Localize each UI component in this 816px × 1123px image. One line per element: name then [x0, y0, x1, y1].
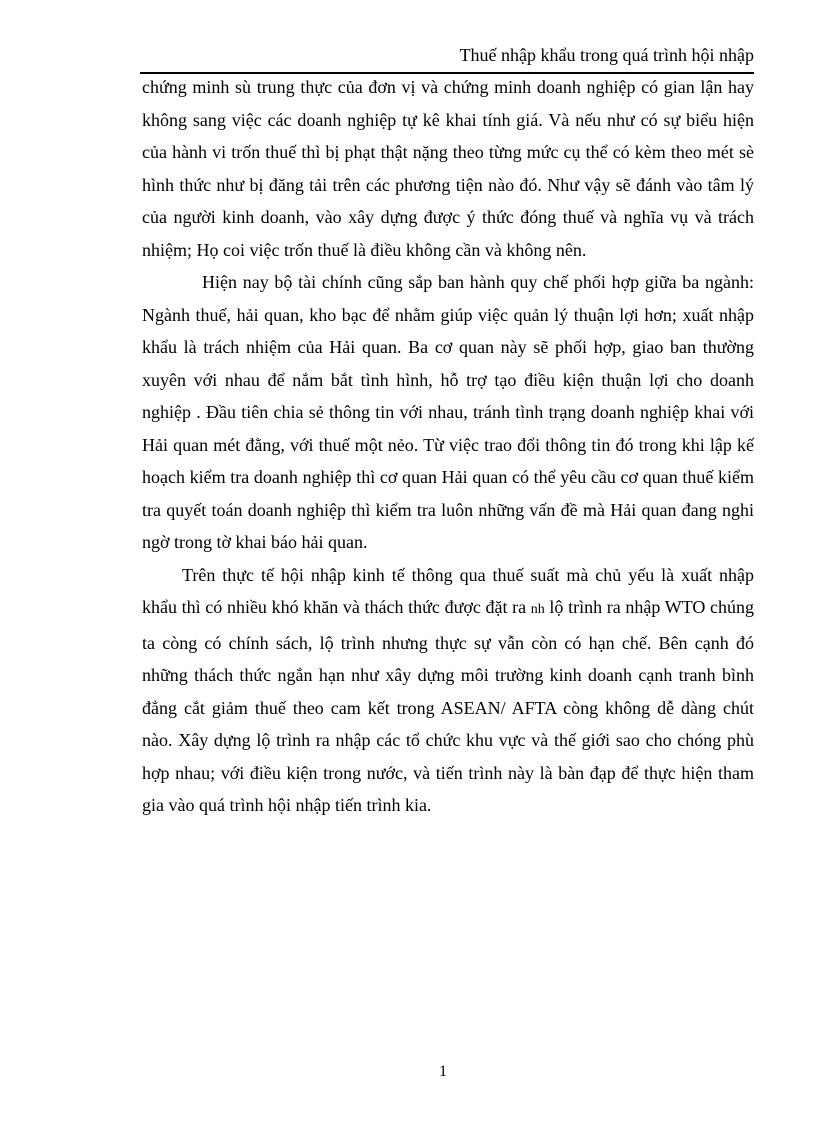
inline-fragment-nh: nh: [530, 602, 545, 617]
running-header-title: Thuế nhập khẩu trong quá trình hội nhập: [459, 45, 754, 65]
body-paragraph: Hiện nay bộ tài chính cũng sắp ban hành quy chế phối hợp giữa ba ngành: Ngành thuế, hải quan, kho bạc để nhằm giúp việc quản lý thuận lợi hơn; xuất nhập khẩu là trách nhiệm của Hải quan. Ba cơ quan này sẽ phối hợp, giao ban thường xuyên với nhau để nắm bắt tình hình, hỗ trợ tạo điều kiện thuận lợi cho doanh nghiệp . Đầu tiên chia sẻ thông tin với nhau, tránh tình trạng doanh nghiệp khai với Hải quan mét đằng, với thuế một nẻo. Từ việc trao đổi thông tin đó trong khi lập kế hoạch kiểm tra doanh nghiệp thì cơ quan Hải quan có thể yêu cầu cơ quan thuế kiểm tra quyết toán doanh nghiệp thì kiểm tra luôn những vấn đề mà Hải quan đang nghi ngờ trong tờ khai báo hải quan.: [142, 272, 754, 552]
body-paragraph: chứng minh sù trung thực của đơn vị và chứng minh doanh nghiệp có gian lận hay không sang việc các doanh nghiệp tự kê khai tính giá. Và nếu như có sự biểu hiện của hành vi trốn thuế thì bị phạt thật nặng theo từng mức cụ thể có kèm theo mét sè hình thức như bị đăng tải trên các phương tiện nào đó. Như vậy sẽ đánh vào tâm lý của người kinh doanh, vào xây dựng được ý thức đóng thuế và nghĩa vụ và trách nhiệm; Họ coi việc trốn thuế là điều không cần và không nên.: [142, 77, 754, 260]
page-number: 1: [439, 1063, 447, 1080]
body-paragraph: [142, 559, 754, 822]
paragraph-text-segment: Trên thực tế hội nhập kinh tế thông qua thuế suất mà chủ yếu là xuất nhập khẩu thì có nhiều khó khăn và thách thức được đặt ra: [142, 564, 754, 617]
paragraph-text-segment: lộ trình ra nhập WTO chúng ta còng có chính sách, lộ trình nhưng thực sự vẫn còn có hạn chế. Bên cạnh đó những thách thức ngắn hạn như xây dựng môi trường kinh doanh cạnh tranh bình đẳng cắt giảm thuế theo cam kết trong ASEAN/ AFTA còng không dễ dàng chút nào. Xây dựng lộ trình ra nhập các tổ chức khu vực và thế giới sao cho chóng phù hợp nhau; với điều kiện trong nước, và tiến trình này là bàn đạp để thực hiện tham gia vào quá trình hội nhập tiến trình kia.: [142, 597, 755, 815]
document-body: [142, 71, 754, 822]
